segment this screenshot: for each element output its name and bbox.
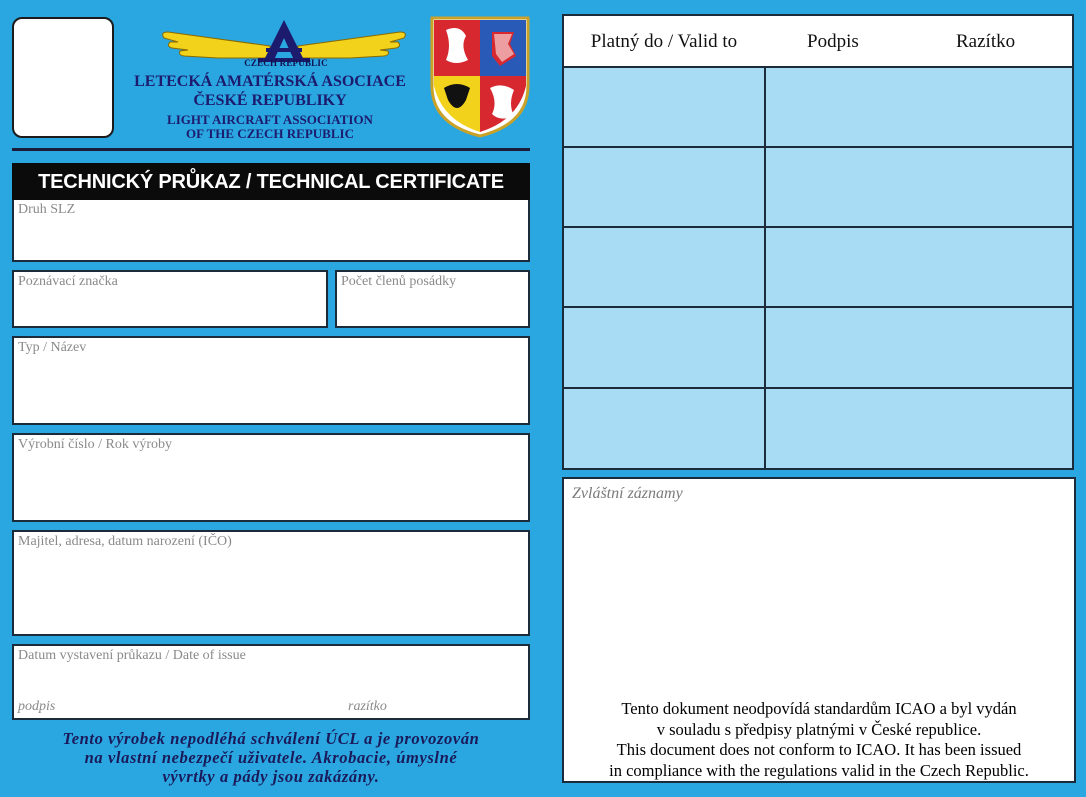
field-majitel	[12, 530, 530, 636]
disclaimer-text	[564, 699, 1074, 781]
field-druh-slz	[12, 200, 530, 262]
warning-line: vývrtky a pády jsou zakázány.	[162, 767, 380, 786]
table-row-divider	[564, 226, 1072, 228]
field-poznavaci-znacka	[12, 270, 328, 328]
photo-placeholder	[12, 17, 114, 138]
coat-of-arms-icon	[430, 16, 530, 138]
field-label: Druh SLZ	[18, 202, 76, 217]
field-vyrobni-cislo	[12, 433, 530, 522]
field-datum-vystaveni	[12, 644, 530, 720]
field-label: Majitel, adresa, datum narození (IČO)	[18, 534, 232, 549]
org-country: CZECH REPUBLIC	[244, 58, 328, 68]
warning-line: Tento výrobek nepodléhá schválení ÚCL a je provozován	[62, 729, 480, 748]
table-row-divider	[564, 306, 1072, 308]
field-label: Datum vystavení průkazu / Date of issue	[18, 648, 246, 663]
field-typ-nazev	[12, 336, 530, 425]
signature-label: podpis	[18, 699, 56, 714]
table-column-divider	[764, 66, 766, 468]
field-label: Výrobní číslo / Rok výroby	[18, 437, 172, 452]
field-label: Poznávací značka	[18, 274, 118, 289]
table-row-divider	[564, 387, 1072, 389]
column-header-razitko: Razítko	[956, 31, 1016, 52]
org-name-cz-2: ČESKÉ REPUBLIKY	[193, 92, 347, 109]
field-label: Počet členů posádky	[341, 274, 457, 289]
validity-table	[562, 14, 1074, 470]
org-name-cz-1: LETECKÁ AMATÉRSKÁ ASOCIACE	[134, 73, 406, 90]
org-name-en-1: LIGHT AIRCRAFT ASSOCIATION	[167, 112, 373, 127]
disclaimer-line: Tento dokument neodpovídá standardům ICAO a byl vydán	[621, 699, 1017, 718]
field-label: Typ / Název	[18, 340, 87, 355]
table-row-divider	[564, 146, 1072, 148]
stamp-label: razítko	[348, 699, 387, 714]
org-name-en-2: OF THE CZECH REPUBLIC	[186, 126, 354, 141]
special-notes-box	[562, 477, 1076, 783]
column-header-group	[764, 16, 1072, 68]
certificate-title: TECHNICKÝ PRŮKAZ / TECHNICAL CERTIFICATE	[12, 163, 530, 201]
header-divider	[12, 148, 530, 151]
disclaimer-line: in compliance with the regulations valid in the Czech Republic.	[609, 760, 1029, 780]
column-header-valid-to: Platný do / Valid to	[564, 16, 766, 68]
notes-label: Zvláštní záznamy	[572, 485, 683, 502]
field-pocet-clenu	[335, 270, 530, 328]
disclaimer-line: This document does not conform to ICAO. It has been issued	[616, 740, 1022, 759]
column-header-podpis: Podpis	[807, 31, 859, 52]
warning-text	[14, 729, 528, 786]
disclaimer-line: v souladu s předpisy platnými v České republice.	[656, 719, 982, 739]
warning-line: na vlastní nebezpečí uživatele. Akrobacie, úmyslné	[84, 748, 458, 767]
